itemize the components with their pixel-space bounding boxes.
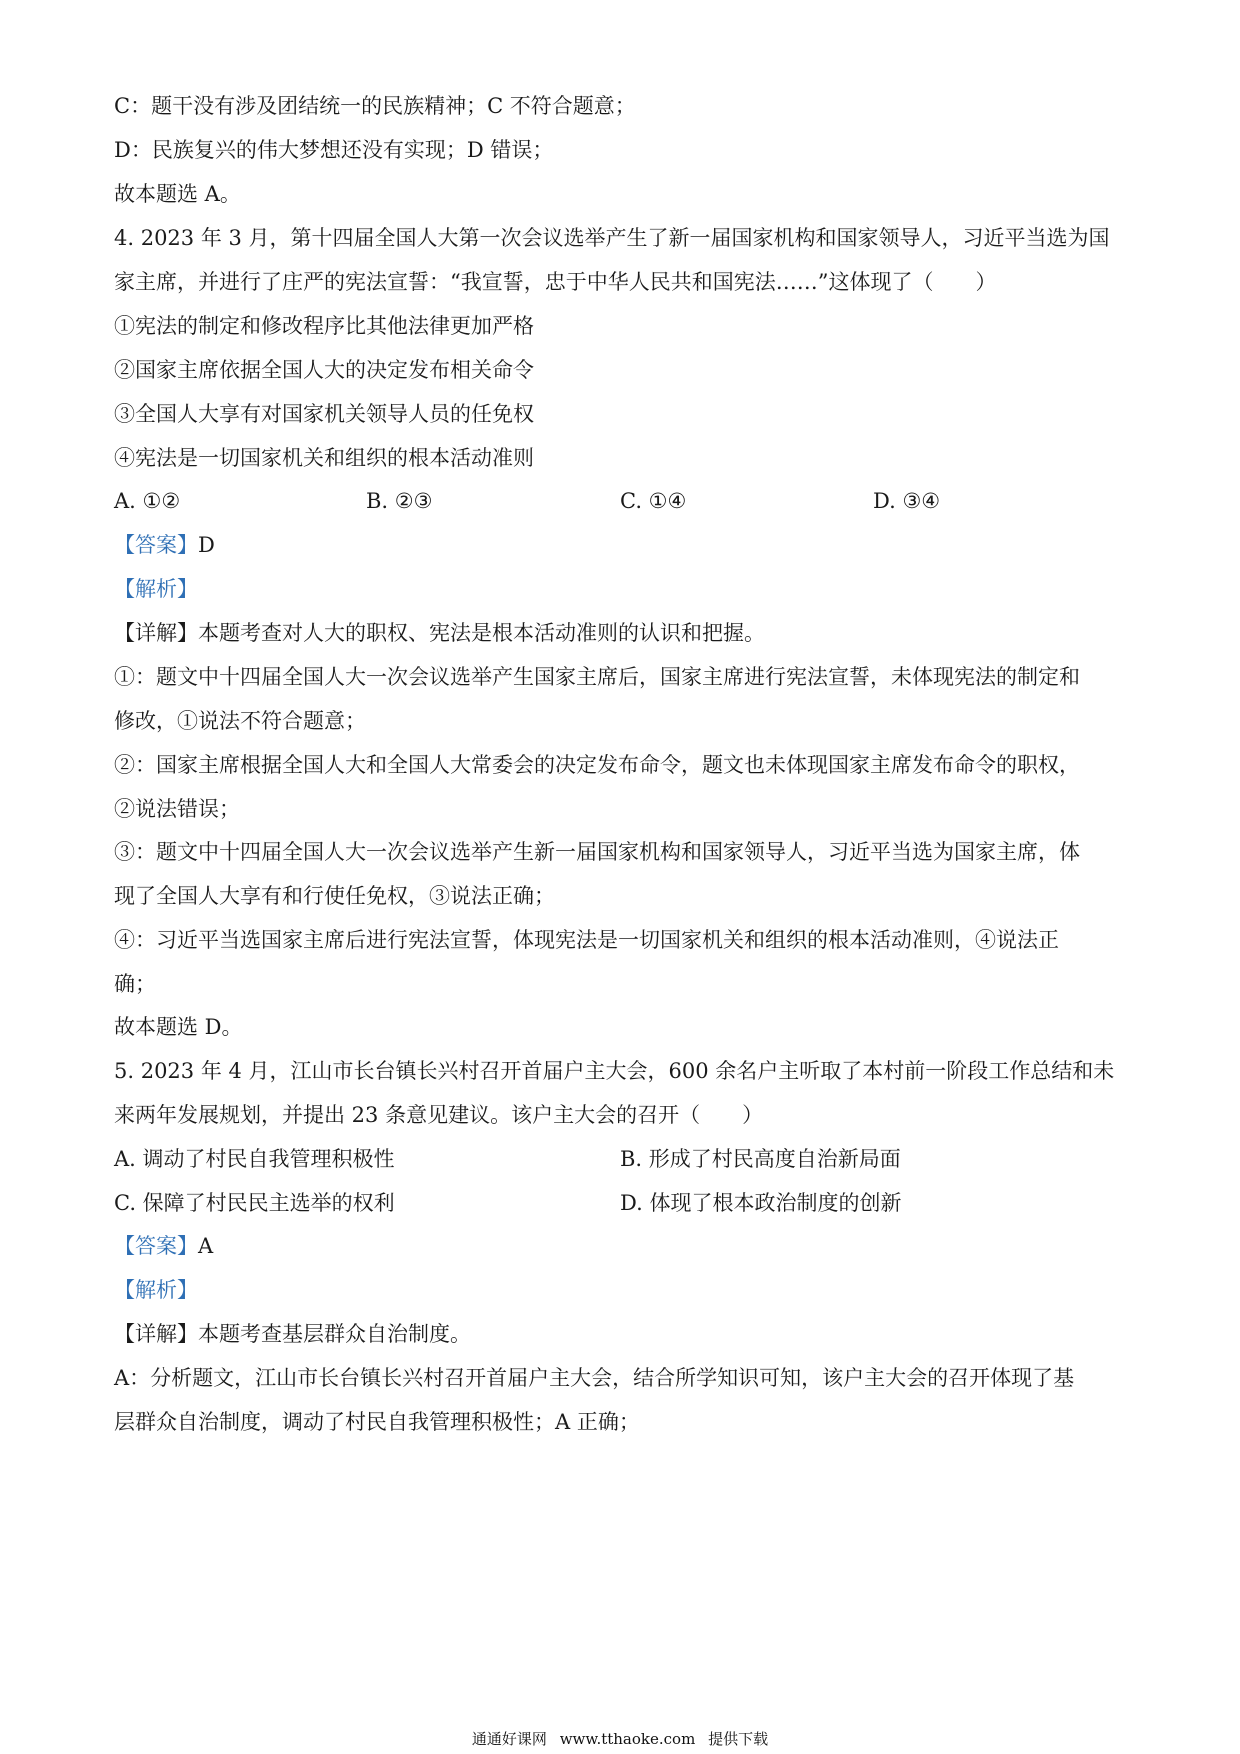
q4-stem-line-1: 4. 2023 年 3 月，第十四届全国人大第一次会议选举产生了新一届国家机构和国家领导人，习近平当选为国 xyxy=(114,226,1110,250)
q4-explanation-3-line-2: 现了全国人大享有和行使任免权，③说法正确； xyxy=(114,884,555,908)
q5-answer-value: A xyxy=(198,1234,214,1258)
page-footer xyxy=(0,1729,1240,1749)
q4-explanation-4-line-1: ④：习近平当选国家主席后进行宪法宣誓，体现宪法是一切国家机关和组织的根本活动准则，④说法正 xyxy=(114,928,1059,952)
footer-suffix: 提供下载 xyxy=(708,1730,769,1748)
prev-option-c-explanation: C：题干没有涉及团结统一的民族精神；C 不符合题意； xyxy=(114,94,636,118)
prev-conclusion: 故本题选 A。 xyxy=(114,182,241,206)
q4-explanation-4-line-2: 确； xyxy=(114,972,156,996)
q4-explanation-2-line-2: ②说法错误； xyxy=(114,797,240,821)
q4-option-b: B. ②③ xyxy=(366,489,433,513)
q4-detail-line xyxy=(114,618,1124,648)
q5-explanation-a-line-1: A：分析题文，江山市长台镇长兴村召开首届户主大会，结合所学知识可知，该户主大会的召开体现了基 xyxy=(114,1366,1075,1390)
q4-statement-1: ①宪法的制定和修改程序比其他法律更加严格 xyxy=(114,314,534,338)
q5-detail-tag: 【详解】 xyxy=(114,1322,198,1346)
footer-url[interactable]: www.tthaoke.com xyxy=(559,1730,696,1748)
q5-detail-text: 本题考查基层群众自治制度。 xyxy=(198,1322,471,1346)
q4-analysis-tag: 【解析】 xyxy=(114,577,198,601)
q4-statement-4: ④宪法是一切国家机关和组织的根本活动准则 xyxy=(114,446,534,470)
q5-analysis-tag: 【解析】 xyxy=(114,1278,198,1302)
q4-statement-2: ②国家主席依据全国人大的决定发布相关命令 xyxy=(114,358,534,382)
q4-option-c: C. ①④ xyxy=(620,489,687,513)
q4-explanation-3-line-1: ③：题文中十四届全国人大一次会议选举产生新一届国家机构和国家领导人，习近平当选为国家主席，体 xyxy=(114,840,1080,864)
q4-stem-line-2: 家主席，并进行了庄严的宪法宣誓：“我宣誓，忠于中华人民共和国宪法……”这体现了（ ） xyxy=(114,270,997,294)
footer-site-name: 通通好课网 xyxy=(471,1730,547,1748)
q4-explanation-1-line-2: 修改，①说法不符合题意； xyxy=(114,709,366,733)
q4-detail-tag: 【详解】 xyxy=(114,621,198,645)
q4-answer-line xyxy=(114,530,1124,560)
prev-option-d-explanation: D：民族复兴的伟大梦想还没有实现；D 错误； xyxy=(114,138,554,162)
q5-detail-line xyxy=(114,1319,1124,1349)
q5-answer-tag: 【答案】 xyxy=(114,1234,198,1258)
q4-conclusion: 故本题选 D。 xyxy=(114,1015,243,1039)
q5-stem-line-1: 5. 2023 年 4 月，江山市长台镇长兴村召开首届户主大会，600 余名户主听取了本村前一阶段工作总结和未 xyxy=(114,1059,1115,1083)
q5-answer-line xyxy=(114,1231,1124,1261)
q4-statement-3: ③全国人大享有对国家机关领导人员的任免权 xyxy=(114,402,534,426)
q4-explanation-2-line-1: ②：国家主席根据全国人大和全国人大常委会的决定发布命令，题文也未体现国家主席发布命令的职权， xyxy=(114,753,1080,777)
q4-explanation-1-line-1: ①：题文中十四届全国人大一次会议选举产生国家主席后，国家主席进行宪法宣誓，未体现宪法的制定和 xyxy=(114,665,1080,689)
q5-option-c: C. 保障了村民民主选举的权利 xyxy=(114,1191,395,1215)
q5-option-a: A. 调动了村民自我管理积极性 xyxy=(114,1147,395,1171)
q4-answer-tag: 【答案】 xyxy=(114,533,198,557)
q4-detail-text: 本题考查对人大的职权、宪法是根本活动准则的认识和把握。 xyxy=(198,621,765,645)
q4-option-a: A. ①② xyxy=(114,489,181,513)
q5-explanation-a-line-2: 层群众自治制度，调动了村民自我管理积极性；A 正确； xyxy=(114,1410,640,1434)
q5-stem-line-2: 来两年发展规划，并提出 23 条意见建议。该户主大会的召开（ ） xyxy=(114,1103,764,1127)
q4-answer-value: D xyxy=(198,533,215,557)
q4-option-d: D. ③④ xyxy=(873,489,941,513)
q5-option-d: D. 体现了根本政治制度的创新 xyxy=(620,1191,902,1215)
q5-option-b: B. 形成了村民高度自治新局面 xyxy=(620,1147,901,1171)
